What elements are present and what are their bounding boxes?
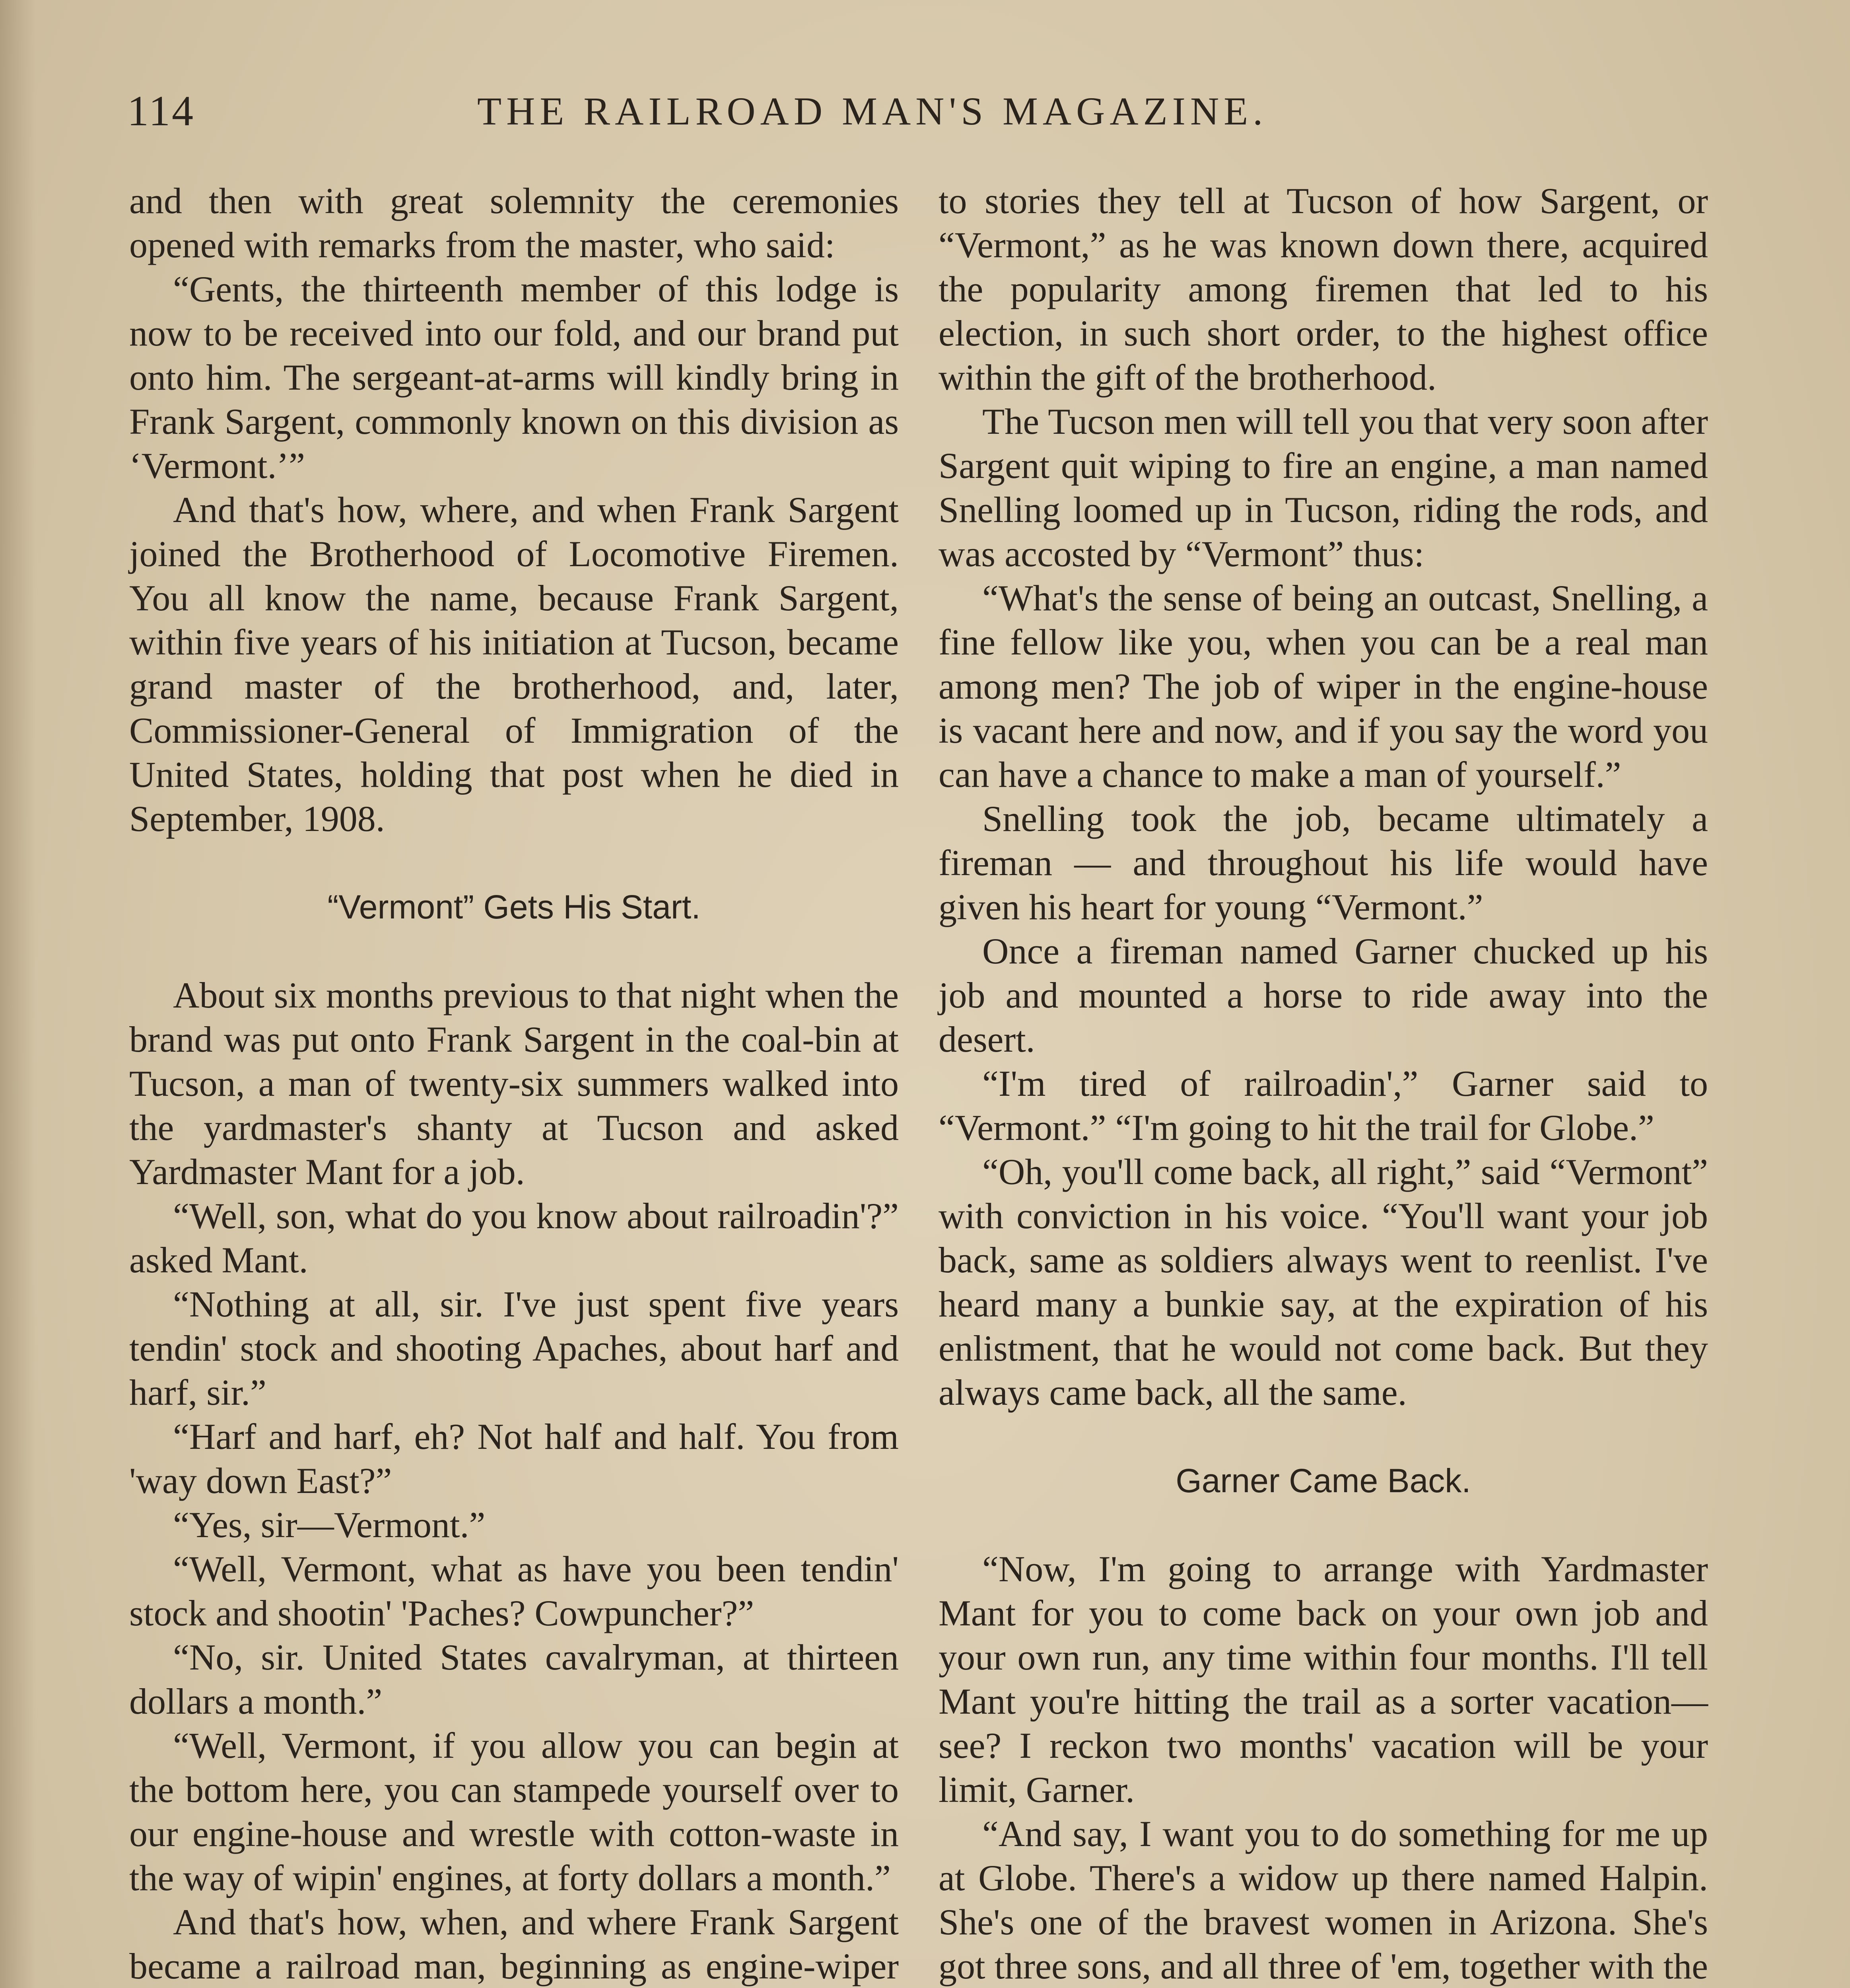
page-number: 114 bbox=[127, 87, 195, 135]
section-heading: “Vermont” Gets His Start. bbox=[327, 888, 701, 926]
paragraph: “I'm tired of railroadin',” Garner said to “Vermont.” “I'm going to hit the trail for Globe.” bbox=[939, 1063, 1708, 1148]
right-column bbox=[939, 179, 1708, 1988]
paragraph: And that's how, where, and when Frank Sargent joined the Brotherhood of Locomotive Firemen. You all know the name, because Frank Sargent, within five years of his initiation at Tucson, became grand master of the brotherhood, and, later, Commissioner-General of Immigration of the United States, holding that post when he died in September, 1908. bbox=[129, 489, 899, 839]
paragraph: About six months previous to that night when the brand was put onto Frank Sargent in the coal-bin at Tucson, a man of twenty-six summers walked into the yardmaster's shanty at Tucson and asked Yardmaster Mant for a job. bbox=[129, 975, 899, 1192]
paragraph: “Harf and harf, eh? Not half and half. You from 'way down East?” bbox=[129, 1416, 899, 1501]
section-heading: Garner Came Back. bbox=[1176, 1462, 1471, 1499]
paragraph: “Oh, you'll come back, all right,” said “Vermont” with conviction in his voice. “You'll want your job back, same as soldiers always went to reenlist. I've heard many a bunkie say, at the expiration of his enlistment, that he would not come back. But they always came back, all the same. bbox=[939, 1151, 1708, 1413]
running-title: THE RAILROAD MAN'S MAGAZINE. bbox=[477, 89, 1268, 133]
paragraph: “Nothing at all, sir. I've just spent five years tendin' stock and shooting Apaches, about harf and harf, sir.” bbox=[129, 1284, 899, 1413]
paragraph: “Yes, sir—Vermont.” bbox=[173, 1505, 486, 1545]
paragraph: Once a fireman named Garner chucked up his job and mounted a horse to ride away into the desert. bbox=[939, 931, 1708, 1060]
left-column bbox=[129, 179, 899, 1988]
paragraph: “What's the sense of being an outcast, Snelling, a fine fellow like you, when you can be a real man among men? The job of wiper in the engine-house is vacant here and now, and if you say the word you can have a chance to make a man of yourself.” bbox=[939, 578, 1708, 795]
paragraph: and then with great solemnity the ceremonies opened with remarks from the master, who said: bbox=[129, 181, 899, 265]
paragraph: And that's how, when, and where Frank Sargent became a railroad man, beginning as engine-wiper bbox=[129, 1902, 899, 1986]
paragraph: “Gents, the thirteenth member of this lodge is now to be received into our fold, and our brand put onto him. The sergeant-at-arms will kindly bring in Frank Sargent, commonly known on this division as ‘Vermont.’” bbox=[129, 269, 899, 486]
paragraph: to stories they tell at Tucson of how Sargent, or “Vermont,” as he was known down there, acquired the popularity among firemen that led to his election, in such short order, to the highest office within the gift of the brotherhood. bbox=[939, 181, 1708, 398]
paragraph: “Well, Vermont, what as have you been tendin' stock and shootin' 'Paches? Cowpuncher?” bbox=[129, 1549, 899, 1633]
page-header bbox=[127, 82, 1718, 141]
paragraph: “Well, son, what do you know about railroadin'?” asked Mant. bbox=[129, 1196, 899, 1280]
paragraph: Snelling took the job, became ultimately a fireman — and throughout his life would have given his heart for young “Vermont.” bbox=[939, 798, 1708, 927]
paragraph: “No, sir. United States cavalryman, at thirteen dollars a month.” bbox=[129, 1637, 899, 1722]
paragraph: The Tucson men will tell you that very soon after Sargent quit wiping to fire an engine, a man named Snelling loomed up in Tucson, riding the rods, and was accosted by “Vermont” thus: bbox=[939, 401, 1708, 574]
page-gutter-shadow bbox=[0, 0, 36, 1988]
paragraph: “And say, I want you to do something for me up at Globe. There's a widow up there named Halpin. She's one of the bravest women in Arizona. She's got three sons, and all three of 'em, together with the bbox=[939, 1813, 1708, 1986]
paragraph: “Now, I'm going to arrange with Yardmaster Mant for you to come back on your own job and your own run, any time within four months. I'll tell Mant you're hitting the trail as a sorter vacation—see? I reckon two months' vacation will be your limit, Garner. bbox=[939, 1549, 1708, 1810]
paragraph: “Well, Vermont, if you allow you can begin at the bottom here, you can stampede yourself over to our engine-house and wrestle with cotton-waste in the way of wipin' engines, at forty dollars a month.” bbox=[129, 1725, 899, 1898]
